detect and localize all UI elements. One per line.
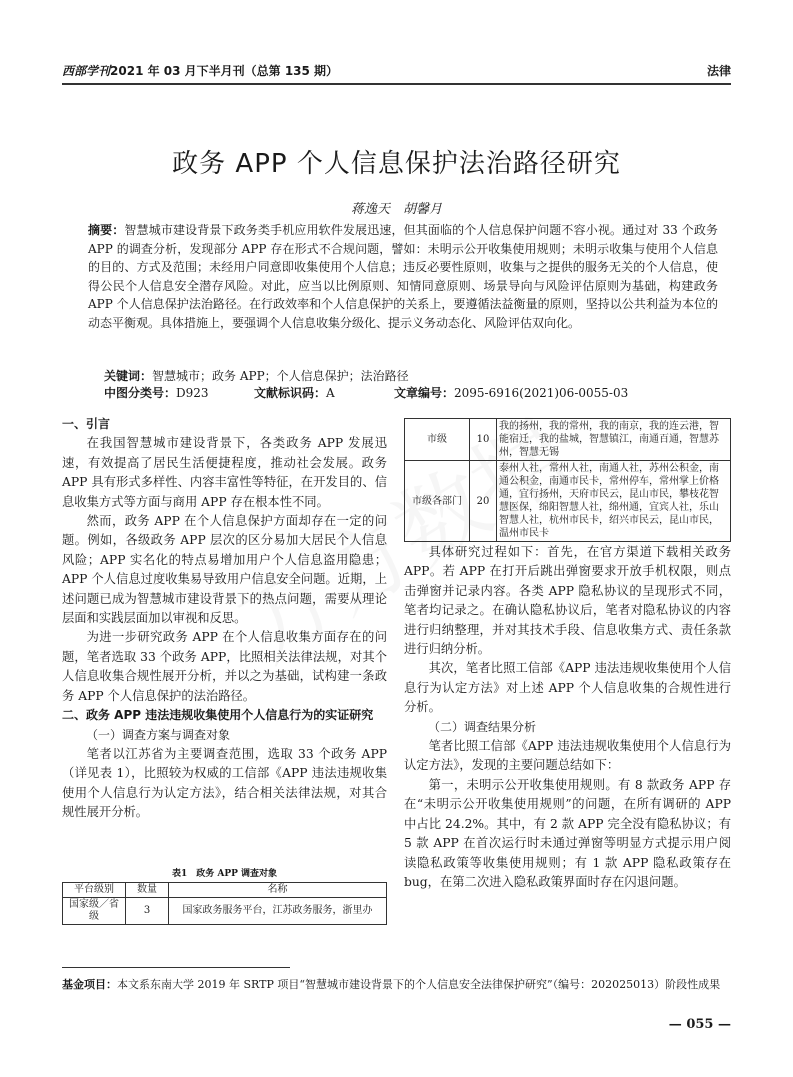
footnote-text: 本文系东南大学 2019 年 SRTP 项目“智慧城市建设背景下的个人信息安全法律保护研究”（编号：202025013）阶段性成果 — [117, 978, 721, 991]
abstract-label: 摘要： — [88, 223, 125, 237]
table-header-cell: 数量 — [126, 883, 169, 898]
paragraph: 在我国智慧城市建设背景下，各类政务 APP 发展迅速，有效提高了居民生活便捷程度，推动社会发展。政务 APP 具有形式多样性、内容丰富性等特征，在开发目的、信息收集方式等方面与商用 APP 存在根本性不同。 — [62, 436, 387, 509]
section-label: 法律 — [706, 64, 731, 78]
journal-name: 西部学刊 — [62, 64, 111, 78]
paragraph: 然而，政务 APP 在个人信息保护方面却存在一定的问题。例如，各级政务 APP 层次的区分易加大居民个人信息风险；APP 实名化的特点易增加用户个人信息盗用隐患；APP 个人信息过度收集易导致用户信息安全问题。近期，上述问题已成为智慧城市建设背景下的热点问题，需要从理论层面和实践层面加以审视和反思。 — [62, 514, 387, 626]
table-row — [405, 461, 731, 542]
paragraph: 笔者比照工信部《APP 违法违规收集使用个人信息行为认定方法》，发现的主要问题总结如下： — [404, 739, 731, 773]
subsection-heading: （二）调查结果分析 — [428, 719, 537, 734]
table-header-cell: 名称 — [169, 883, 387, 898]
footnote — [62, 976, 731, 993]
table-cell: 国家政务服务平台，江苏政务服务，浙里办 — [169, 898, 387, 925]
section-heading-intro: 一、引言 — [62, 417, 111, 431]
table-row — [405, 419, 731, 461]
footnote-rule — [62, 967, 290, 968]
issue-info: 2021 年 03 月下半月刊（总第 135 期） — [110, 64, 339, 78]
paragraph: 第一，未明示公开收集使用规则。有 8 款政务 APP 存在“未明示公开收集使用规则”的问题，在所有调研的 APP 中占比 24.2%。其中，有 2 款 APP 完全没有隐私协议；有 5 款 APP 在首次运行时未通过弹窗等明显方式提示用户阅读隐私政策等收集使用规则；有 1 款 APP 隐私政策存在 bug，在第二次进入隐私政策界面时存在闪退问题。 — [404, 777, 731, 889]
table-cell: 3 — [126, 898, 169, 925]
keywords — [104, 367, 724, 384]
table-cell: 我的扬州，我的常州，我的南京，我的连云港，智能宿迁，我的盐城，智慧镇江，南通百通，智慧苏州，智慧无锡 — [497, 419, 731, 461]
clc-label: 中图分类号： — [104, 386, 177, 400]
right-column — [404, 543, 731, 892]
table-cell: 市级各部门 — [405, 461, 470, 542]
table-cell: 10 — [470, 419, 497, 461]
section-heading-empirical: 二、政务 APP 违法违规收集使用个人信息行为的实证研究 — [62, 708, 374, 723]
authors: 蒋逸天 胡馨月 — [350, 202, 442, 217]
table1-caption: 表1 政务 APP 调查对象 — [171, 869, 278, 879]
paragraph: 笔者以江苏省为主要调查范围，选取 33 个政务 APP（详见表 1），比照较为权威的工信部《APP 违法违规收集使用个人信息行为认定方法》，结合相关法律法规，对其合规性展开分析。 — [62, 746, 387, 820]
running-header — [62, 62, 338, 79]
table-header-cell: 平台级别 — [63, 883, 126, 898]
paragraph: 其次，笔者比照工信部《APP 违法违规收集使用个人信息行为认定方法》对上述 APP 个人信息收集的合规性进行分析。 — [404, 661, 731, 715]
clc-value: D923 — [176, 386, 209, 400]
table-row — [63, 898, 387, 925]
table-cell: 20 — [470, 461, 497, 542]
left-column — [62, 415, 387, 823]
table-cell: 市级 — [405, 419, 470, 461]
doc-code-value: A — [326, 386, 335, 400]
abstract — [88, 221, 718, 332]
table1 — [62, 882, 387, 925]
article-title: 政务 APP 个人信息保护法治路径研究 — [172, 149, 621, 179]
abstract-text: 智慧城市建设背景下政务类手机应用软件发展迅速，但其面临的个人信息保护问题不容小视。通过对 33 个政务 APP 的调查分析，发现部分 APP 存在形式不合规问题，譬如：未明示公开收集使用规则；未明示收集与使用个人信息的目的、方式及范围；未经用户同意即收集使用个人信息；违反必要性原则，收集与之提供的服务无关的个人信息，使得公民个人信息安全潜存风险。对此，应当以比例原则、知情同意原则、场景导向与风险评估原则为基础，构建政务 APP 个人信息保护法治路径。在行政效率和个人信息保护的关系上，要遵循法益衡量的原则，坚持以公共利益为本位的动态平衡观。具体措施上，要强调个人信息收集分级化、提示义务动态化、风险评估双向化。 — [88, 223, 718, 330]
paragraph: 为进一步研究政务 APP 在个人信息收集方面存在的问题，笔者选取 33 个政务 APP，比照相关法律法规，对其个人信息收集合规性展开分析，并以之为基础，试构建一条政务 APP 个人信息保护的法治路径。 — [62, 630, 387, 703]
keywords-label: 关键词： — [104, 369, 153, 383]
table-header-row — [63, 883, 387, 898]
doc-code-label: 文献标识码： — [254, 386, 327, 400]
article-id-label: 文章编号： — [394, 386, 455, 400]
table-cell: 国家级／省级 — [63, 898, 126, 925]
table1-continued — [404, 418, 731, 542]
subsection-heading: （一）调查方案与调查对象 — [86, 727, 231, 742]
header-rule — [62, 83, 731, 85]
table-cell: 泰州人社，常州人社，南通人社，苏州公积金，南通公积金，南通市民卡，常州停车，常州掌上价格通，宜行扬州，天府市民云，昆山市民，攀枝花智慧医保，绵阳智慧人社，绵州通，宜宾人社，乐山智慧人社，杭州市民卡，绍兴市民云，昆山市民，温州市民卡 — [497, 461, 731, 542]
footnote-label: 基金项目： — [62, 978, 117, 991]
article-id-value: 2095-6916(2021)06-0055-03 — [454, 386, 629, 400]
keywords-text: 智慧城市；政务 APP；个人信息保护；法治路径 — [152, 369, 409, 383]
page-number: — 055 — — [668, 1017, 731, 1032]
classification-line — [104, 384, 724, 401]
paragraph: 具体研究过程如下：首先，在官方渠道下载相关政务 APP。若 APP 在打开后跳出弹窗要求开放手机权限，则点击弹窗并记录内容。各类 APP 隐私协议的呈现形式不同，笔者均记录之。在确认隐私协议后，笔者对隐私协议的内容进行归纳整理，并对其技术手段、信息收集方式、责任条款进行归纳分析。 — [404, 545, 731, 657]
